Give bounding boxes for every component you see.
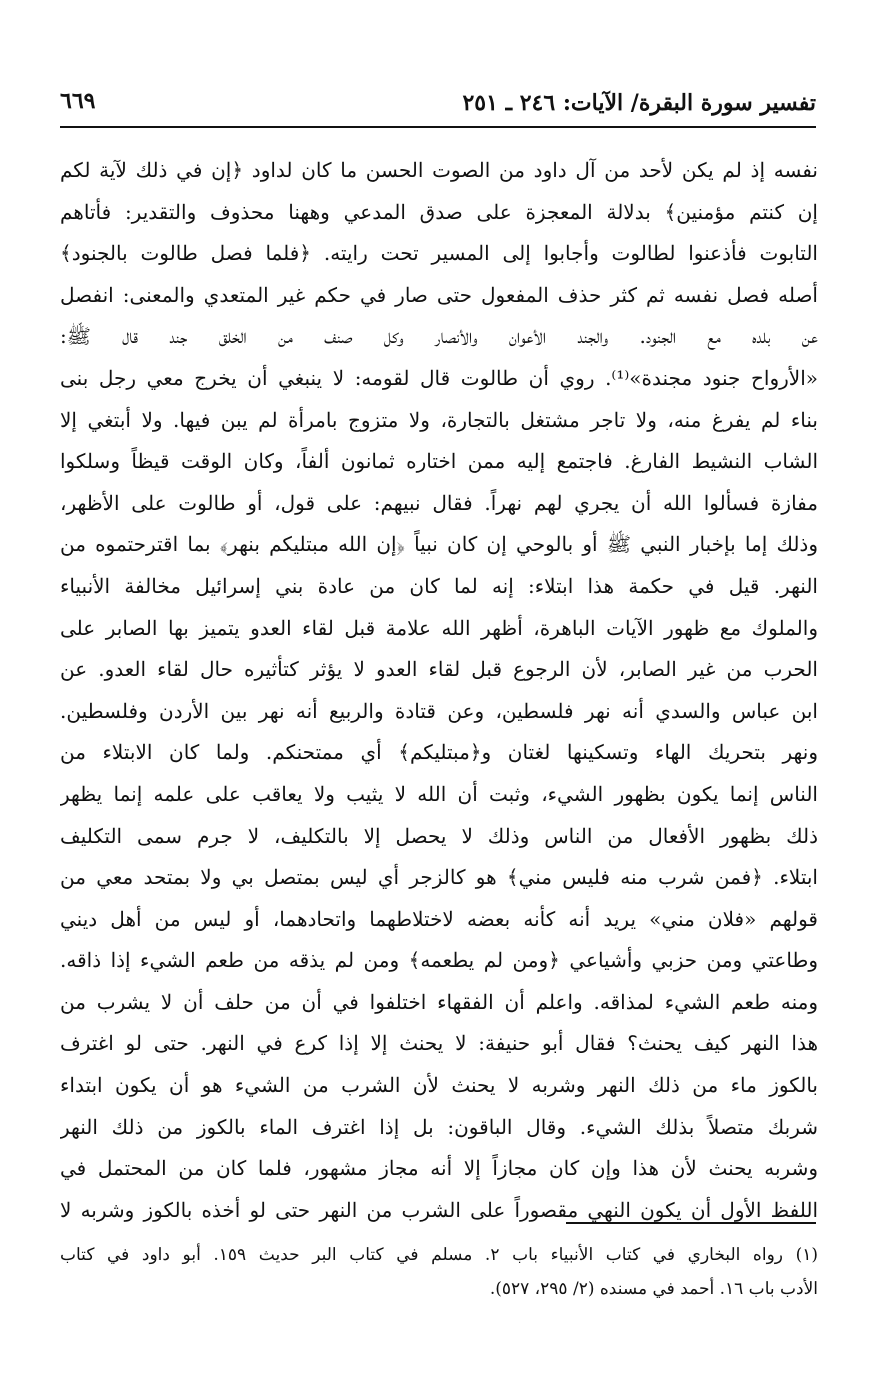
text-line: ذلك بظهور الأفعال من الناس وذلك لا يحصل إلا بالتكليف، لا جرم سمى التكليف	[60, 823, 818, 848]
text-line: بناء لم يفرغ منه، ولا تاجر مشتغل بالتجارة، ولا متزوج بامرأة لم يبن فيها. ولا أبتغي إلا	[60, 407, 818, 432]
text-line: الناس إنما يكون بظهور الشيء، وثبت أن الله لا يثيب ولا يعاقب على علمه إنما يظهر	[60, 781, 818, 806]
page-number: ٦٦٩	[60, 88, 96, 114]
text-line: مفازة فسألوا الله أن يجري لهم نهراً. فقال نبيهم: على قول، أو طالوت على الأظهر،	[60, 490, 818, 515]
text-line: نفسه إذ لم يكن لأحد من آل داود من الصوت الحسن ما كان لداود ﴿إن في ذلك لآية لكم	[60, 158, 818, 182]
text-line: النهر. قيل في حكمة هذا ابتلاء: إنه لما كان من عادة بني إسرائيل مخالفة الأنبياء	[60, 573, 818, 598]
text-line: الحرب من غير الصابر، لأن الرجوع قبل لقاء العدو لا يؤثر كتأثيره حال لقاء العدو. عن	[60, 657, 818, 682]
footnote-line: (١) رواه البخاري في كتاب الأنبياء باب ٢. مسلم في كتاب البر حديث ١٥٩. أبو داود في كتاب	[60, 1245, 818, 1265]
text-line: شربك متصلاً بذلك الشيء. وقال الباقون: بل إذا اغترف الماء بالكوز من ذلك النهر	[60, 1114, 818, 1139]
text-line: إن كنتم مؤمنين﴾ بدلالة المعجزة على صدق المدعي وههنا محذوف والتقدير: فأتاهم	[60, 199, 818, 224]
text-line: هذا النهر كيف يحنث؟ فقال أبو حنيفة: لا يحنث إلا إذا كرع في النهر. حتى لو اغترف	[60, 1031, 818, 1056]
text-line: قولهم «فلان مني» يريد أنه كأنه بعضه لاختلاطهما واتحادهما، أو ليس من أهل ديني	[60, 906, 818, 931]
text-line: وطاعتي ومن حزبي وأشياعي ﴿ومن لم يطعمه﴾ ومن لم يذقه من طعم الشيء إذا ذاقه.	[60, 948, 818, 973]
text-line: عن بلده مع الجنود. والجند الأعوان والأنصار وكل صنف من الخلق جند قال ﷺ:	[60, 324, 818, 349]
text-line: والملوك مع ظهور الآيات الباهرة، أظهر الله علامة قبل لقاء العدو يتميز بها الصابر على	[60, 615, 818, 640]
footnote-divider	[566, 1222, 816, 1224]
text-line: «الأرواح جنود مجندة»⁽¹⁾. روي أن طالوت قال لقومه: لا ينبغي أن يخرج معي رجل بنى	[60, 365, 818, 390]
body-text	[60, 150, 818, 1231]
running-title: تفسير سورة البقرة/ الآيات: ٢٤٦ ـ ٢٥١	[462, 90, 816, 116]
text-line: ونهر بتحريك الهاء وتسكينها لغتان و﴿مبتليكم﴾ أي ممتحنكم. ولما كان الابتلاء من	[60, 740, 818, 765]
text-line: اللفظ الأول أن يكون النهي مقصوراً على الشرب من النهر حتى لو أخذه بالكوز وشربه لا	[60, 1197, 818, 1222]
text-line: الشاب النشيط الفارغ. فاجتمع إليه ممن اختاره ثمانون ألفاً، وكان الوقت قيظاً وسلكوا	[60, 449, 818, 474]
page-header	[60, 84, 816, 124]
text-line: بالكوز ماء من ذلك النهر وشربه لا يحنث لأن الشرب من الشيء هو أن يكون ابتداء	[60, 1073, 818, 1098]
footnotes	[60, 1238, 818, 1306]
header-divider	[60, 126, 816, 128]
text-line: أصله فصل نفسه ثم كثر حذف المفعول حتى صار في حكم غير المتعدي والمعنى: انفصل	[60, 282, 818, 307]
text-line: ومنه طعم الشيء لمذاقه. واعلم أن الفقهاء اختلفوا في أن من حلف أن لا يشرب من	[60, 989, 818, 1014]
text-line: ابتلاء. ﴿فمن شرب منه فليس مني﴾ هو كالزجر أي ليس بمتصل بي ولا بمتحد معي من	[60, 865, 818, 890]
text-line: وذلك إما بإخبار النبي ﷺ أو بالوحي إن كان نبياً ﴿إن الله مبتليكم بنهر﴾ بما اقترحتموه من	[60, 532, 818, 557]
footnote-line: الأدب باب ١٦. أحمد في مسنده (٢/ ٢٩٥، ٥٢٧).	[489, 1279, 818, 1299]
text-line: التابوت فأذعنوا لطالوت وأجابوا إلى المسير تحت رايته. ﴿فلما فصل طالوت بالجنود﴾	[60, 241, 818, 266]
text-line: ابن عباس والسدي أنه نهر فلسطين، وعن قتادة والربيع أنه نهر بين الأردن وفلسطين.	[60, 698, 818, 723]
text-line: وشربه يحنث لأن هذا وإن كان مجازاً إلا أنه مجاز مشهور، فلما كان من المحتمل في	[60, 1156, 818, 1181]
